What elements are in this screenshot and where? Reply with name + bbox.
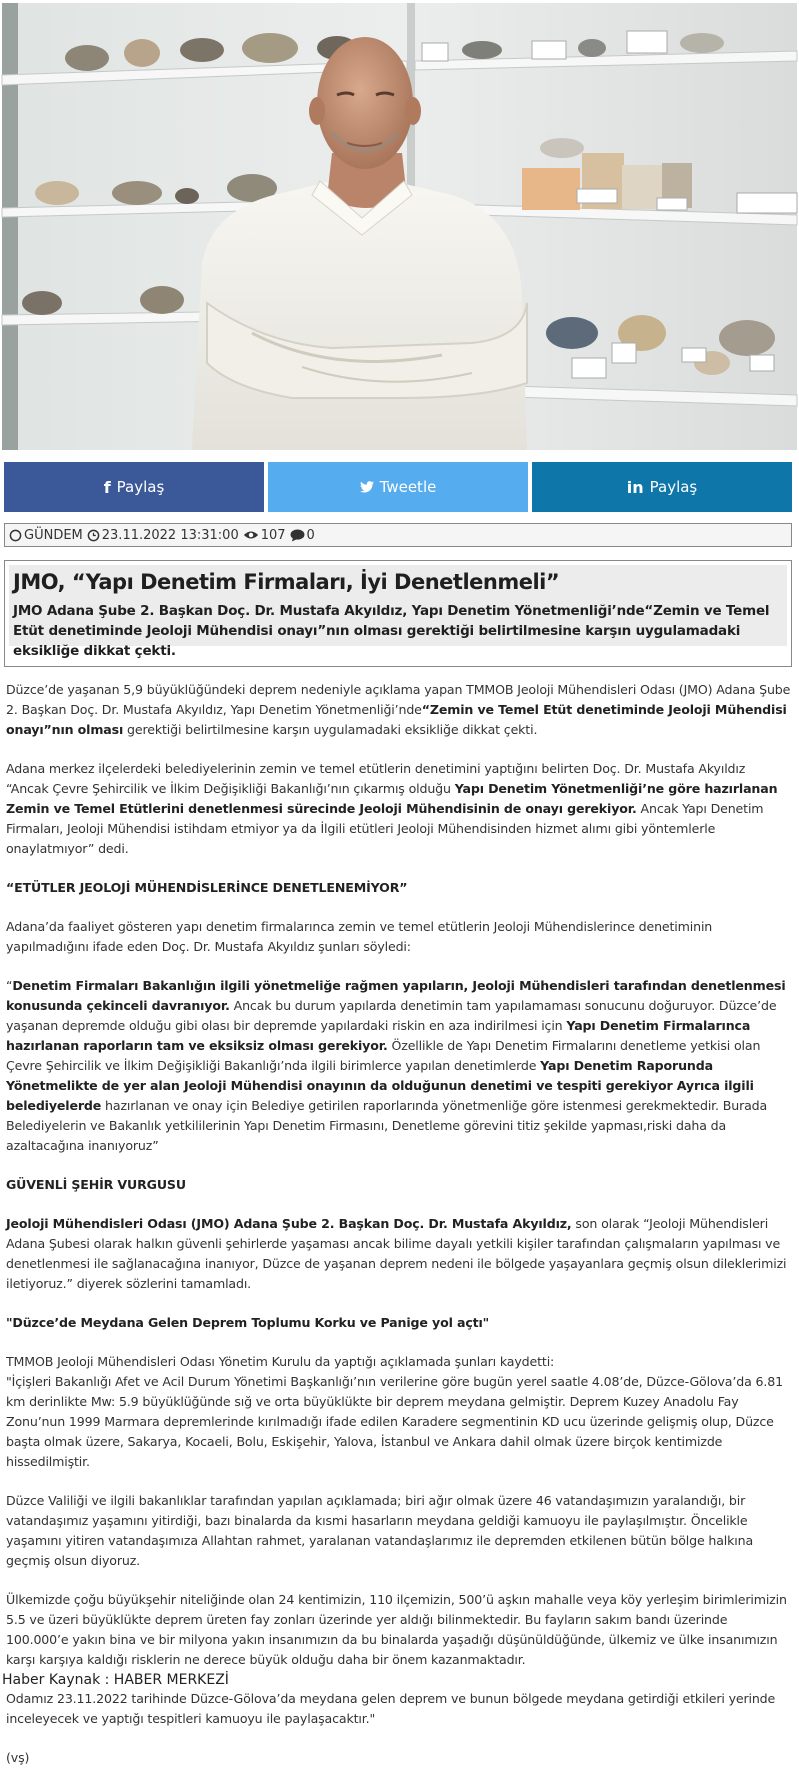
- comment-icon: [290, 529, 305, 542]
- paragraph: [6, 976, 791, 1156]
- photo-illustration: [2, 3, 797, 450]
- signature: (vş): [6, 1750, 30, 1765]
- text-run: hazırlanan ve onay için Belediye getirilen raporlarında yönetmenliğe göre istenmesi gerekmektedir. Burada Belediyelerin ve Bakanlık yetkililerinin Yapı Denetim Firmasını, Denetleme görevini titiz şekilde yapması,riski daha da azaltacağına inanıyoruz”: [6, 1098, 768, 1153]
- eye-icon: [243, 529, 259, 541]
- article-title: JMO, “Yapı Denetim Firmaları, İyi Denetlenmeli”: [13, 570, 560, 594]
- comments-count: 0: [306, 527, 315, 543]
- text-run: TMMOB Jeoloji Mühendisleri Odası Yönetim Kurulu da yaptığı açıklamada şunları kaydetti:: [6, 1354, 555, 1369]
- date-label: 23.11.2022 13:31:00: [101, 527, 239, 543]
- section-heading: “ETÜTLER JEOLOJİ MÜHENDİSLERİNCE DENETLENEMİYOR”: [6, 880, 408, 895]
- text-run: Ancak Yapı Denetim Firmaları, Jeoloji Mühendisi istihdam etmiyor ya da İlgili etütleri Jeoloji Mühendisinden hizmet alımı gibi yöntemlerle onaylatmıyor” dedi.: [6, 801, 764, 856]
- bold-run: Jeoloji Mühendisleri Odası (JMO) Adana Şube 2. Başkan Doç. Dr. Mustafa Akyıldız,: [6, 1216, 572, 1231]
- twitter-icon: [360, 478, 374, 497]
- date-item: [87, 528, 239, 543]
- paragraph: [6, 680, 791, 740]
- paragraph: Ülkemizde çoğu büyükşehir niteliğinde olan 24 kentimizin, 110 ilçemizin, 500’ü aşkın mahalle veya köy yerleşim birimlerimizin 5.5 ve üzeri büyüklükte deprem üreten fay zonları üzerinde yer aldığı bilinmektedir. Bu fayların sakım bandı üzerinde 100.000’e yakın bina ve bir milyona yakın insanımızın da bu binalarda yaşadığı düşünüldüğünde, ülkemiz ve ülke insanımızın karşı karşıya kaldığı risklerin ne derece büyük olduğu daha bir önem kazanmaktadır.: [6, 1592, 787, 1667]
- paragraph: [6, 759, 791, 859]
- clock-icon: [87, 529, 100, 542]
- article-meta: [4, 523, 792, 547]
- twitter-share-label: Tweetle: [379, 478, 437, 496]
- text-run: "İçişleri Bakanlığı Afet ve Acil Durum Yönetimi Başkanlığı’nın verilerine göre bugün yerel saatle 4.08’de, Düzce-Gölova’da 6.81 km derinlikte Mw: 5.9 büyüklüğünde sığ ve orta büyüklükte bir deprem meydana gelmiştir. Deprem Kuzey Anadolu Fay Zonu’nun 1999 Marmara depremlerinde kırılmadığı ifade edilen Karadere segmentinin KD ucu üzerinde gelişmiş olup, Düzce başta olmak üzere, Sakarya, Kocaeli, Bolu, Eskişehir, Yalova, İstanbul ve Ankara dahil olmak üzere birçok kentimizde hissedilmiştir.: [6, 1374, 783, 1469]
- circle-icon: [9, 529, 22, 542]
- text-run: gerektiği belirtilmesine karşın uygulamadaki eksikliğe dikkat çekti.: [123, 722, 538, 737]
- facebook-share-button[interactable]: [4, 462, 264, 512]
- section-heading: GÜVENLİ ŞEHİR VURGUSU: [6, 1177, 186, 1192]
- paragraph: Adana’da faaliyet gösteren yapı denetim firmalarınca zemin ve temel etütlerin Jeoloji Mühendislerince denetiminin yapılmadığını ifade eden Doç. Dr. Mustafa Akyıldız şunları söyledi:: [6, 919, 713, 954]
- category-label: GÜNDEM: [24, 527, 83, 543]
- facebook-share-label: Paylaş: [116, 478, 165, 496]
- paragraph: Düzce Valiliği ve ilgili bakanlıklar tarafından yapılan açıklamada; biri ağır olmak üzere 46 vatandaşımızın yaralandığı, bir vatandaşımız yaşamını yitirdiği, bazı binalarda da kısmi hasarların meydana geldiği kamuoyu ile paylaşılmıştır. Öncelikle yaşamını yitiren vatandaşımıza Allahtan rahmet, yaralanan vatandaşlarımız ile depremden etkilenen bütün bölge halkına geçmiş olsun diyoruz.: [6, 1493, 754, 1568]
- bold-run: Yapı Denetim Raporunda Yönetmelikte de yer alan Jeoloji Mühendisi onayının da olduğunun denetimi ve tespiti gerekiyor Ayrıca ilgili belediyelerde: [6, 1058, 754, 1113]
- article-header-inner: [9, 565, 787, 659]
- linkedin-icon: in: [626, 477, 644, 497]
- text-run: Özellikle de Yapı Denetim Firmalarını denetleme yetkisi olan Çevre Şehircilik ve İlkim Değişikliği Bakanlığı’nda ilgili birimlerce yapılan denetimlerde: [6, 1038, 761, 1073]
- article-body: [6, 680, 791, 1787]
- text-run: Düzce’de yaşanan 5,9 büyüklüğündeki deprem nedeniyle açıklama yapan TMMOB Jeoloji Mühendisleri Odası (JMO) Adana Şube 2. Başkan Doç. Dr. Mustafa Akyıldız, Yapı Denetim Yönetmenliği’nde: [6, 682, 791, 717]
- news-source: Haber Kaynak : HABER MERKEZİ: [2, 1672, 229, 1688]
- paragraph: Odamız 23.11.2022 tarihinde Düzce-Gölova’da meydana gelen deprem ve bunun bölgede meydana getirdiği etkileri yerinde inceleyecek ve yaptığı tespitleri kamuoyu ile paylaşacaktır.": [6, 1691, 776, 1726]
- linkedin-share-button[interactable]: [532, 462, 792, 512]
- article-photo: [2, 3, 797, 450]
- views-count: 107: [260, 527, 286, 543]
- bold-run: Yapı Denetim Firmalarınca hazırlanan raporların tam ve eksiksiz olması gerekiyor.: [6, 1018, 751, 1053]
- bold-run: Yapı Denetim Yönetmenliği’ne göre hazırlanan Zemin ve Temel Etütlerini denetlenmesi sürecinde Jeoloji Mühendisinin de onayı gerekiyor.: [6, 781, 778, 816]
- section-heading: "Düzce’de Meydana Gelen Deprem Toplumu Korku ve Panige yol açtı": [6, 1315, 490, 1330]
- bold-run: “Zemin ve Temel Etüt denetiminde Jeoloji Mühendisi onayı”nın olması: [6, 702, 787, 737]
- text-run: “: [6, 978, 13, 993]
- paragraph: [6, 1214, 791, 1294]
- comments-item: [290, 528, 315, 543]
- twitter-share-button[interactable]: [268, 462, 528, 512]
- article-summary: JMO Adana Şube 2. Başkan Doç. Dr. Mustafa Akyıldız, Yapı Denetim Yönetmenliği’nde“Zemin ve Temel Etüt denetiminde Jeoloji Mühendisi onayı”nın olması gerektiği belirtilmesine karşın uygulamadaki eksikliğe dikkat çekti.: [13, 603, 770, 659]
- share-bar: [4, 462, 792, 512]
- bold-run: Denetim Firmaları Bakanlığın ilgili yönetmeliğe rağmen yapıların, Jeoloji Mühendisleri tarafından denetlenmesi konusunda çekinceli davranıyor.: [6, 978, 786, 1013]
- text-run: Ancak bu durum yapılarda denetimin tam yapılamaması sonucunu doğuruyor. Düzce’de yaşanan depremde olduğu gibi olası bir depremde yapılardaki riskin en aza indirilmesi için: [6, 998, 777, 1033]
- paragraph: [6, 1352, 791, 1472]
- facebook-icon: f: [103, 477, 111, 497]
- article-header: [4, 560, 792, 667]
- linkedin-share-label: Paylaş: [649, 478, 698, 496]
- views-item: [243, 528, 286, 543]
- text-run: son olarak “Jeoloji Mühendisleri Adana Şubesi olarak halkın güvenli şehirlerde yaşaması ancak bilime dayalı yetkili kişiler tarafından çalışmaların yapılması ve denetlenmesi ile sağlanacağına inanıyor, Düzce de yaşanan deprem nedeni ile bölgede yaşayanlara geçmiş olsun dileklerimizi iletiyoruz.” diyerek sözlerini tamamladı.: [6, 1216, 787, 1291]
- text-run: Adana merkez ilçelerdeki belediyelerinin zemin ve temel etütlerin denetimini yaptığını belirten Doç. Dr. Mustafa Akyıldız “Ancak Çevre Şehircilik ve İlkim Değişikliği Bakanlığı’nın çıkarmış olduğu: [6, 761, 746, 796]
- category-item[interactable]: [9, 528, 83, 543]
